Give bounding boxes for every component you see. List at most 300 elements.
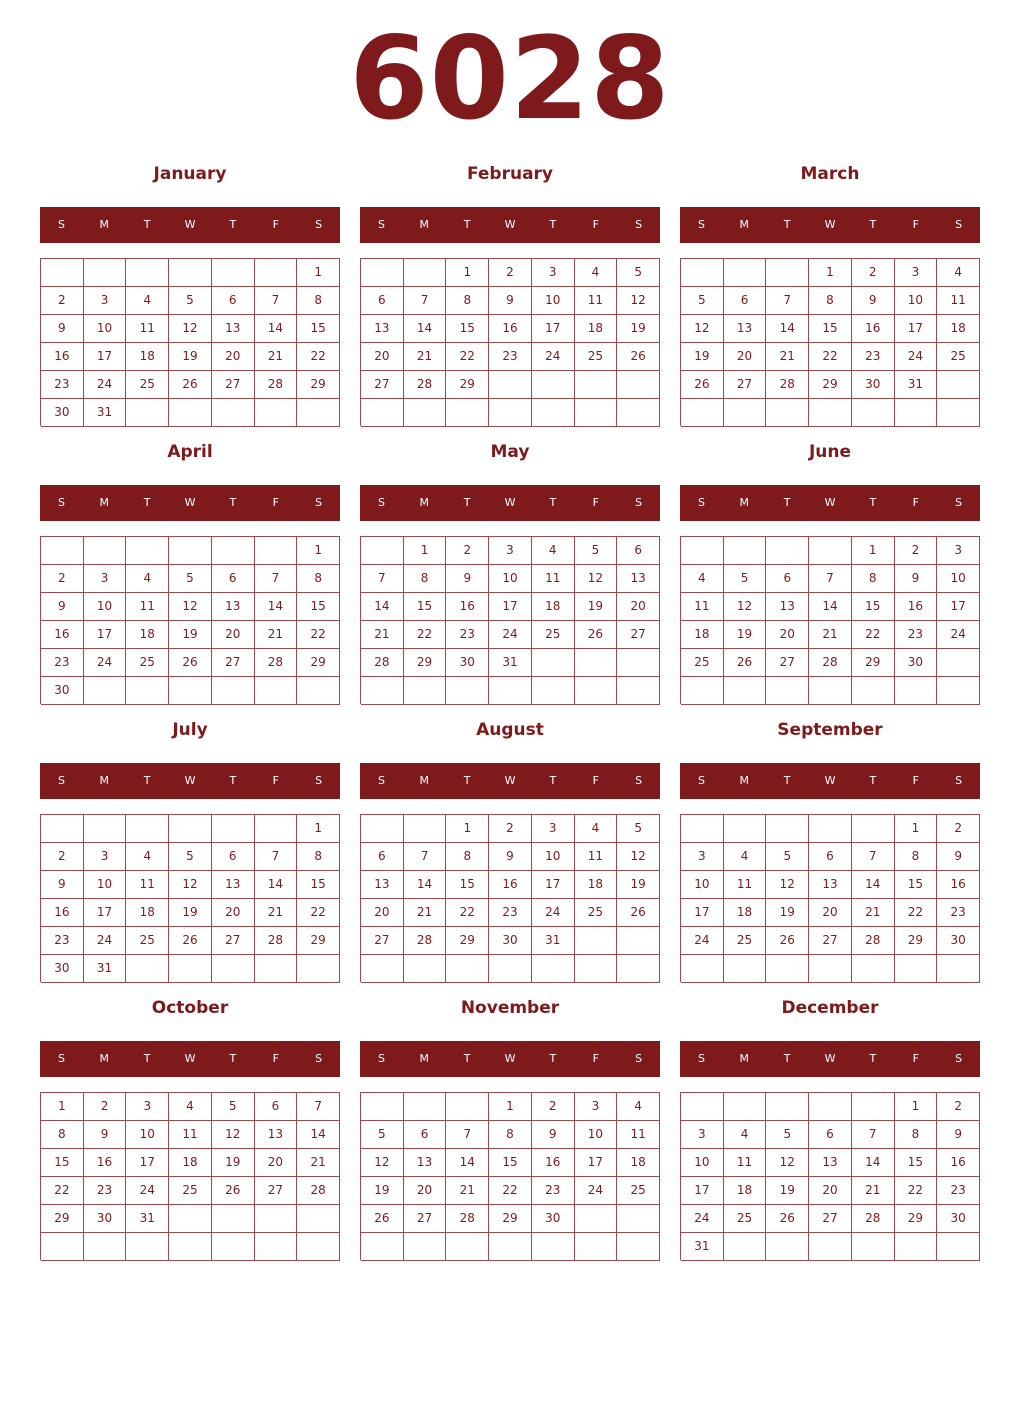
day-cell: 7 — [404, 287, 447, 315]
empty-day-cell — [809, 399, 852, 427]
day-cell: 23 — [41, 927, 84, 955]
day-cell: 1 — [446, 259, 489, 287]
day-cell: 10 — [895, 287, 938, 315]
month-september — [680, 716, 980, 994]
day-grid — [40, 536, 340, 704]
empty-day-cell — [297, 1233, 340, 1261]
day-grid — [360, 814, 660, 982]
empty-day-cell — [126, 399, 169, 427]
day-cell: 7 — [852, 1121, 895, 1149]
day-cell: 23 — [532, 1177, 575, 1205]
empty-day-cell — [255, 1205, 298, 1233]
weekday-header — [360, 207, 660, 243]
day-cell: 24 — [895, 343, 938, 371]
day-cell: 18 — [126, 343, 169, 371]
day-cell: 14 — [255, 315, 298, 343]
day-cell: 27 — [361, 371, 404, 399]
weekday-label: T — [143, 218, 151, 231]
day-cell: 2 — [852, 259, 895, 287]
day-cell: 29 — [895, 927, 938, 955]
day-cell: 28 — [809, 649, 852, 677]
weekday-header — [680, 1041, 980, 1077]
month-august — [360, 716, 660, 994]
year-title: 6028 — [349, 12, 671, 145]
day-cell: 4 — [575, 815, 618, 843]
month-name: June — [808, 442, 852, 462]
day-cell: 7 — [852, 843, 895, 871]
day-cell: 11 — [532, 565, 575, 593]
day-cell: 17 — [126, 1149, 169, 1177]
day-cell: 12 — [617, 287, 660, 315]
day-cell: 19 — [617, 871, 660, 899]
day-cell: 9 — [41, 593, 84, 621]
weekday-label: S — [635, 218, 643, 231]
day-cell: 14 — [297, 1121, 340, 1149]
month-june — [680, 438, 980, 716]
empty-day-cell — [404, 259, 447, 287]
empty-day-cell — [766, 815, 809, 843]
day-cell: 28 — [361, 649, 404, 677]
day-cell: 2 — [489, 815, 532, 843]
day-cell: 24 — [84, 927, 127, 955]
day-cell: 12 — [169, 315, 212, 343]
weekday-label: W — [824, 1052, 836, 1065]
day-cell: 10 — [84, 593, 127, 621]
empty-day-cell — [255, 955, 298, 983]
day-cell: 24 — [84, 371, 127, 399]
day-cell: 30 — [937, 1205, 980, 1233]
empty-day-cell — [724, 537, 767, 565]
weekday-label: M — [739, 774, 750, 787]
day-cell: 18 — [532, 593, 575, 621]
day-grid — [680, 1092, 980, 1260]
day-cell: 5 — [766, 1121, 809, 1149]
day-cell: 22 — [41, 1177, 84, 1205]
day-cell: 31 — [895, 371, 938, 399]
day-cell: 7 — [361, 565, 404, 593]
day-cell: 15 — [809, 315, 852, 343]
empty-day-cell — [212, 815, 255, 843]
weekday-label: T — [549, 1052, 557, 1065]
month-name: May — [490, 442, 530, 462]
day-cell: 19 — [724, 621, 767, 649]
day-cell: 11 — [126, 871, 169, 899]
weekday-label: M — [419, 496, 430, 509]
month-july — [40, 716, 340, 994]
day-cell: 22 — [895, 899, 938, 927]
day-cell: 27 — [212, 927, 255, 955]
day-cell: 23 — [489, 343, 532, 371]
empty-day-cell — [361, 259, 404, 287]
day-cell: 16 — [852, 315, 895, 343]
day-cell: 14 — [361, 593, 404, 621]
empty-day-cell — [617, 1233, 660, 1261]
weekday-label: T — [143, 1052, 151, 1065]
empty-day-cell — [84, 677, 127, 705]
empty-day-cell — [404, 399, 447, 427]
day-cell: 9 — [41, 315, 84, 343]
day-cell: 24 — [84, 649, 127, 677]
day-cell: 1 — [297, 259, 340, 287]
day-cell: 19 — [361, 1177, 404, 1205]
day-cell: 26 — [169, 927, 212, 955]
empty-day-cell — [575, 927, 618, 955]
month-name: September — [777, 720, 883, 740]
weekday-label: S — [57, 496, 65, 509]
day-cell: 11 — [724, 1149, 767, 1177]
day-cell: 1 — [895, 1093, 938, 1121]
day-cell: 8 — [297, 565, 340, 593]
day-cell: 15 — [404, 593, 447, 621]
weekday-label: F — [592, 496, 599, 509]
empty-day-cell — [169, 259, 212, 287]
empty-day-cell — [255, 815, 298, 843]
empty-day-cell — [446, 1233, 489, 1261]
day-cell: 25 — [126, 371, 169, 399]
day-cell: 30 — [41, 955, 84, 983]
weekday-label: T — [229, 1052, 237, 1065]
day-cell: 20 — [617, 593, 660, 621]
weekday-label: M — [739, 218, 750, 231]
day-cell: 31 — [126, 1205, 169, 1233]
day-cell: 25 — [724, 1205, 767, 1233]
day-cell: 6 — [361, 843, 404, 871]
day-cell: 29 — [297, 649, 340, 677]
weekday-label: F — [912, 774, 919, 787]
empty-day-cell — [446, 677, 489, 705]
day-cell: 25 — [617, 1177, 660, 1205]
day-cell: 21 — [809, 621, 852, 649]
day-cell: 31 — [84, 399, 127, 427]
day-cell: 16 — [41, 899, 84, 927]
day-cell: 22 — [297, 343, 340, 371]
weekday-label: T — [783, 218, 791, 231]
day-cell: 4 — [681, 565, 724, 593]
weekday-label: T — [463, 496, 471, 509]
day-cell: 7 — [404, 843, 447, 871]
day-cell: 25 — [575, 899, 618, 927]
day-cell: 24 — [126, 1177, 169, 1205]
day-cell: 10 — [681, 1149, 724, 1177]
day-cell: 15 — [895, 871, 938, 899]
weekday-header — [360, 485, 660, 521]
day-cell: 13 — [361, 315, 404, 343]
day-cell: 2 — [41, 287, 84, 315]
day-cell: 10 — [489, 565, 532, 593]
empty-day-cell — [895, 955, 938, 983]
day-cell: 13 — [212, 871, 255, 899]
empty-day-cell — [724, 815, 767, 843]
weekday-label: T — [463, 774, 471, 787]
weekday-label: W — [504, 774, 516, 787]
empty-day-cell — [361, 815, 404, 843]
day-cell: 3 — [84, 565, 127, 593]
day-cell: 13 — [404, 1149, 447, 1177]
month-name: July — [172, 720, 208, 740]
weekday-label: F — [912, 496, 919, 509]
day-cell: 9 — [489, 287, 532, 315]
empty-day-cell — [895, 677, 938, 705]
day-cell: 3 — [532, 815, 575, 843]
day-cell: 1 — [809, 259, 852, 287]
day-cell: 16 — [895, 593, 938, 621]
day-cell: 14 — [404, 315, 447, 343]
day-cell: 8 — [297, 287, 340, 315]
day-grid — [360, 536, 660, 704]
day-cell: 10 — [532, 287, 575, 315]
day-cell: 18 — [617, 1149, 660, 1177]
day-cell: 20 — [724, 343, 767, 371]
weekday-label: M — [419, 1052, 430, 1065]
empty-day-cell — [446, 399, 489, 427]
empty-day-cell — [532, 649, 575, 677]
empty-day-cell — [617, 399, 660, 427]
empty-day-cell — [937, 649, 980, 677]
day-cell: 17 — [84, 899, 127, 927]
month-november — [360, 994, 660, 1272]
empty-day-cell — [489, 955, 532, 983]
day-cell: 16 — [937, 871, 980, 899]
day-cell: 28 — [852, 927, 895, 955]
day-cell: 2 — [489, 259, 532, 287]
empty-day-cell — [41, 259, 84, 287]
weekday-label: T — [143, 496, 151, 509]
day-cell: 16 — [532, 1149, 575, 1177]
day-cell: 6 — [255, 1093, 298, 1121]
empty-day-cell — [212, 955, 255, 983]
day-cell: 14 — [404, 871, 447, 899]
day-cell: 3 — [575, 1093, 618, 1121]
empty-day-cell — [724, 955, 767, 983]
day-cell: 13 — [724, 315, 767, 343]
day-cell: 23 — [937, 1177, 980, 1205]
day-cell: 26 — [575, 621, 618, 649]
day-cell: 19 — [681, 343, 724, 371]
empty-day-cell — [766, 399, 809, 427]
empty-day-cell — [404, 815, 447, 843]
day-cell: 2 — [532, 1093, 575, 1121]
day-cell: 17 — [532, 315, 575, 343]
day-cell: 18 — [575, 871, 618, 899]
day-cell: 16 — [41, 343, 84, 371]
day-cell: 1 — [297, 815, 340, 843]
empty-day-cell — [895, 1233, 938, 1261]
day-cell: 28 — [404, 927, 447, 955]
empty-day-cell — [852, 1093, 895, 1121]
weekday-label: F — [592, 218, 599, 231]
weekday-label: S — [57, 218, 65, 231]
weekday-label: T — [549, 218, 557, 231]
empty-day-cell — [809, 955, 852, 983]
empty-day-cell — [852, 1233, 895, 1261]
day-cell: 11 — [575, 287, 618, 315]
empty-day-cell — [617, 927, 660, 955]
day-cell: 2 — [895, 537, 938, 565]
empty-day-cell — [212, 1233, 255, 1261]
day-grid — [680, 814, 980, 982]
day-cell: 21 — [404, 899, 447, 927]
day-cell: 7 — [255, 843, 298, 871]
empty-day-cell — [532, 677, 575, 705]
day-cell: 15 — [446, 315, 489, 343]
empty-day-cell — [575, 399, 618, 427]
weekday-label: M — [99, 1052, 110, 1065]
day-cell: 29 — [852, 649, 895, 677]
day-cell: 22 — [446, 899, 489, 927]
day-cell: 4 — [169, 1093, 212, 1121]
month-name: December — [781, 998, 879, 1018]
months-grid — [40, 160, 980, 1272]
day-cell: 28 — [297, 1177, 340, 1205]
empty-day-cell — [617, 371, 660, 399]
day-cell: 6 — [212, 565, 255, 593]
day-cell: 13 — [255, 1121, 298, 1149]
day-cell: 19 — [169, 899, 212, 927]
weekday-label: S — [697, 774, 705, 787]
weekday-label: W — [504, 218, 516, 231]
empty-day-cell — [532, 371, 575, 399]
day-cell: 17 — [937, 593, 980, 621]
empty-day-cell — [255, 677, 298, 705]
day-cell: 27 — [361, 927, 404, 955]
empty-day-cell — [575, 1233, 618, 1261]
day-cell: 3 — [895, 259, 938, 287]
day-cell: 22 — [446, 343, 489, 371]
weekday-label: S — [697, 496, 705, 509]
empty-day-cell — [852, 955, 895, 983]
day-cell: 30 — [937, 927, 980, 955]
day-cell: 9 — [41, 871, 84, 899]
day-cell: 18 — [169, 1149, 212, 1177]
empty-day-cell — [681, 1093, 724, 1121]
weekday-label: S — [697, 218, 705, 231]
empty-day-cell — [575, 1205, 618, 1233]
empty-day-cell — [937, 399, 980, 427]
day-cell: 13 — [766, 593, 809, 621]
weekday-label: W — [824, 774, 836, 787]
empty-day-cell — [297, 399, 340, 427]
empty-day-cell — [169, 537, 212, 565]
day-cell: 12 — [766, 871, 809, 899]
weekday-label: S — [955, 1052, 963, 1065]
weekday-label: S — [377, 218, 385, 231]
empty-day-cell — [404, 1233, 447, 1261]
day-cell: 22 — [297, 621, 340, 649]
weekday-label: W — [504, 1052, 516, 1065]
empty-day-cell — [681, 815, 724, 843]
day-grid — [680, 536, 980, 704]
day-cell: 6 — [404, 1121, 447, 1149]
day-cell: 23 — [852, 343, 895, 371]
weekday-label: M — [419, 774, 430, 787]
day-cell: 5 — [169, 565, 212, 593]
day-cell: 21 — [852, 899, 895, 927]
day-cell: 7 — [809, 565, 852, 593]
month-january — [40, 160, 340, 438]
empty-day-cell — [724, 1093, 767, 1121]
day-cell: 15 — [297, 315, 340, 343]
day-cell: 21 — [852, 1177, 895, 1205]
day-cell: 21 — [446, 1177, 489, 1205]
day-cell: 6 — [724, 287, 767, 315]
empty-day-cell — [361, 1093, 404, 1121]
day-cell: 26 — [617, 343, 660, 371]
day-cell: 14 — [255, 871, 298, 899]
day-grid — [680, 258, 980, 426]
day-cell: 12 — [169, 871, 212, 899]
empty-day-cell — [255, 537, 298, 565]
weekday-label: M — [99, 218, 110, 231]
day-cell: 26 — [681, 371, 724, 399]
day-cell: 9 — [489, 843, 532, 871]
day-cell: 21 — [297, 1149, 340, 1177]
empty-day-cell — [297, 1205, 340, 1233]
empty-day-cell — [297, 955, 340, 983]
day-cell: 3 — [532, 259, 575, 287]
day-cell: 22 — [895, 1177, 938, 1205]
day-cell: 21 — [361, 621, 404, 649]
month-name: February — [466, 164, 554, 184]
day-cell: 22 — [852, 621, 895, 649]
day-cell: 14 — [446, 1149, 489, 1177]
day-cell: 28 — [255, 927, 298, 955]
day-cell: 31 — [532, 927, 575, 955]
day-cell: 16 — [489, 871, 532, 899]
weekday-label: M — [739, 496, 750, 509]
day-cell: 29 — [895, 1205, 938, 1233]
weekday-label: S — [315, 774, 323, 787]
empty-day-cell — [84, 815, 127, 843]
weekday-label: F — [272, 774, 279, 787]
weekday-label: S — [377, 496, 385, 509]
day-cell: 26 — [361, 1205, 404, 1233]
day-cell: 9 — [532, 1121, 575, 1149]
empty-day-cell — [41, 815, 84, 843]
day-cell: 30 — [84, 1205, 127, 1233]
empty-day-cell — [724, 259, 767, 287]
weekday-label: T — [869, 1052, 877, 1065]
day-cell: 18 — [724, 899, 767, 927]
month-march — [680, 160, 980, 438]
empty-day-cell — [766, 955, 809, 983]
weekday-label: S — [315, 496, 323, 509]
day-cell: 18 — [126, 621, 169, 649]
weekday-label: W — [824, 218, 836, 231]
day-cell: 25 — [681, 649, 724, 677]
empty-day-cell — [532, 399, 575, 427]
day-cell: 24 — [575, 1177, 618, 1205]
day-cell: 27 — [255, 1177, 298, 1205]
day-cell: 29 — [489, 1205, 532, 1233]
day-cell: 20 — [212, 343, 255, 371]
empty-day-cell — [41, 1233, 84, 1261]
day-cell: 9 — [84, 1121, 127, 1149]
weekday-label: S — [635, 496, 643, 509]
month-april — [40, 438, 340, 716]
empty-day-cell — [404, 955, 447, 983]
weekday-label: S — [955, 496, 963, 509]
day-cell: 10 — [532, 843, 575, 871]
day-cell: 8 — [895, 843, 938, 871]
day-cell: 10 — [84, 871, 127, 899]
empty-day-cell — [489, 677, 532, 705]
day-cell: 4 — [617, 1093, 660, 1121]
weekday-header — [360, 763, 660, 799]
empty-day-cell — [937, 1233, 980, 1261]
weekday-label: T — [869, 218, 877, 231]
day-cell: 27 — [212, 649, 255, 677]
day-cell: 28 — [446, 1205, 489, 1233]
